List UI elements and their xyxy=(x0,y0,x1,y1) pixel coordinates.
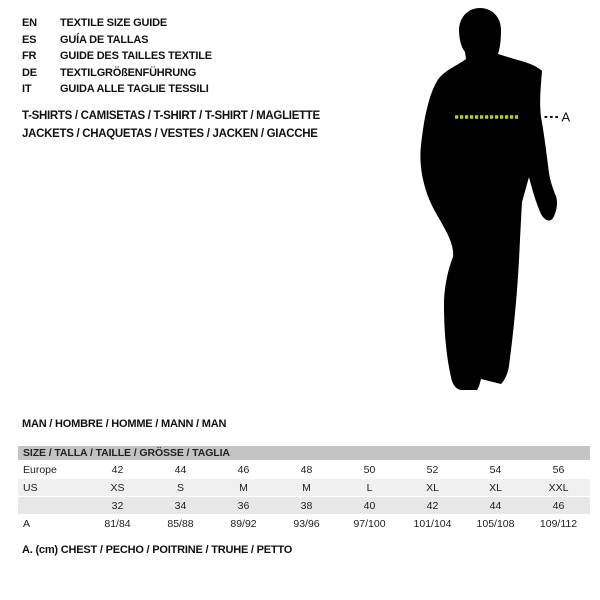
size-cell: 48 xyxy=(275,461,338,479)
lang-code: ES xyxy=(22,33,37,46)
lang-label: GUIDA ALLE TAGLIE TESSILI xyxy=(60,83,209,95)
man-silhouette-figure xyxy=(415,5,585,397)
size-cell: 46 xyxy=(527,497,590,515)
size-cell: 85/88 xyxy=(149,515,212,533)
size-cell: 34 xyxy=(149,497,212,515)
row-label: A xyxy=(18,515,86,533)
size-cell: 81/84 xyxy=(86,515,149,533)
row-label: Europe xyxy=(18,461,86,479)
size-cell: 97/100 xyxy=(338,515,401,533)
lang-code: FR xyxy=(22,50,37,62)
size-cell: 93/96 xyxy=(275,515,338,533)
chest-footnote: A. (cm) CHEST / PECHO / POITRINE / TRUHE / PETTO xyxy=(22,544,293,556)
size-cell: 36 xyxy=(212,497,275,515)
lang-code: EN xyxy=(22,17,37,29)
man-silhouette xyxy=(420,8,557,390)
garment-types xyxy=(22,107,320,143)
measure-label-a: A xyxy=(561,109,571,125)
size-cell: 40 xyxy=(338,497,401,515)
size-cell: XL xyxy=(401,479,464,497)
size-cell: 54 xyxy=(464,461,527,479)
size-cell: 50 xyxy=(338,461,401,479)
size-table xyxy=(18,446,590,532)
table-row-numeric xyxy=(18,497,590,515)
lang-code: DE xyxy=(22,66,37,79)
size-cell: 89/92 xyxy=(212,515,275,533)
size-cell: XL xyxy=(464,479,527,497)
size-cell: 46 xyxy=(212,461,275,479)
table-row-chest-a xyxy=(18,515,590,533)
size-cell: 44 xyxy=(149,461,212,479)
size-cell: 101/104 xyxy=(401,515,464,533)
size-cell: 44 xyxy=(464,497,527,515)
size-cell: XXL xyxy=(527,479,590,497)
size-cell: L xyxy=(338,479,401,497)
size-cell: 38 xyxy=(275,497,338,515)
size-cell: XS xyxy=(86,479,149,497)
lang-code: IT xyxy=(22,83,32,95)
row-label: US xyxy=(18,479,86,497)
table-row-europe xyxy=(18,461,590,479)
size-cell: 56 xyxy=(527,461,590,479)
language-list xyxy=(22,15,212,98)
table-header: SIZE / TALLA / TAILLE / GRÖSSE / TAGLIA xyxy=(18,446,590,461)
size-cell: S xyxy=(149,479,212,497)
size-cell: M xyxy=(275,479,338,497)
size-cell: 42 xyxy=(401,497,464,515)
size-cell: 52 xyxy=(401,461,464,479)
garment-line-jackets: JACKETS / CHAQUETAS / VESTES / JACKEN / GIACCHE xyxy=(22,128,318,140)
size-cell: 32 xyxy=(86,497,149,515)
garment-line-tshirts: T-SHIRTS / CAMISETAS / T-SHIRT / T-SHIRT / MAGLIETTE xyxy=(22,110,320,122)
row-label xyxy=(18,497,86,515)
lang-label: TEXTILE SIZE GUIDE xyxy=(60,17,168,29)
lang-label: GUIDE DES TAILLES TEXTILE xyxy=(60,50,212,62)
lang-label: GUÍA DE TALLAS xyxy=(60,33,149,46)
size-cell: M xyxy=(212,479,275,497)
size-cell: 42 xyxy=(86,461,149,479)
lang-label: TEXTILGRÖßENFÜHRUNG xyxy=(60,66,197,79)
size-cell: 105/108 xyxy=(464,515,527,533)
section-title-man: MAN / HOMBRE / HOMME / MANN / MAN xyxy=(22,418,227,430)
table-header-row xyxy=(18,446,590,461)
size-cell: 109/112 xyxy=(527,515,590,533)
table-row-us xyxy=(18,479,590,497)
